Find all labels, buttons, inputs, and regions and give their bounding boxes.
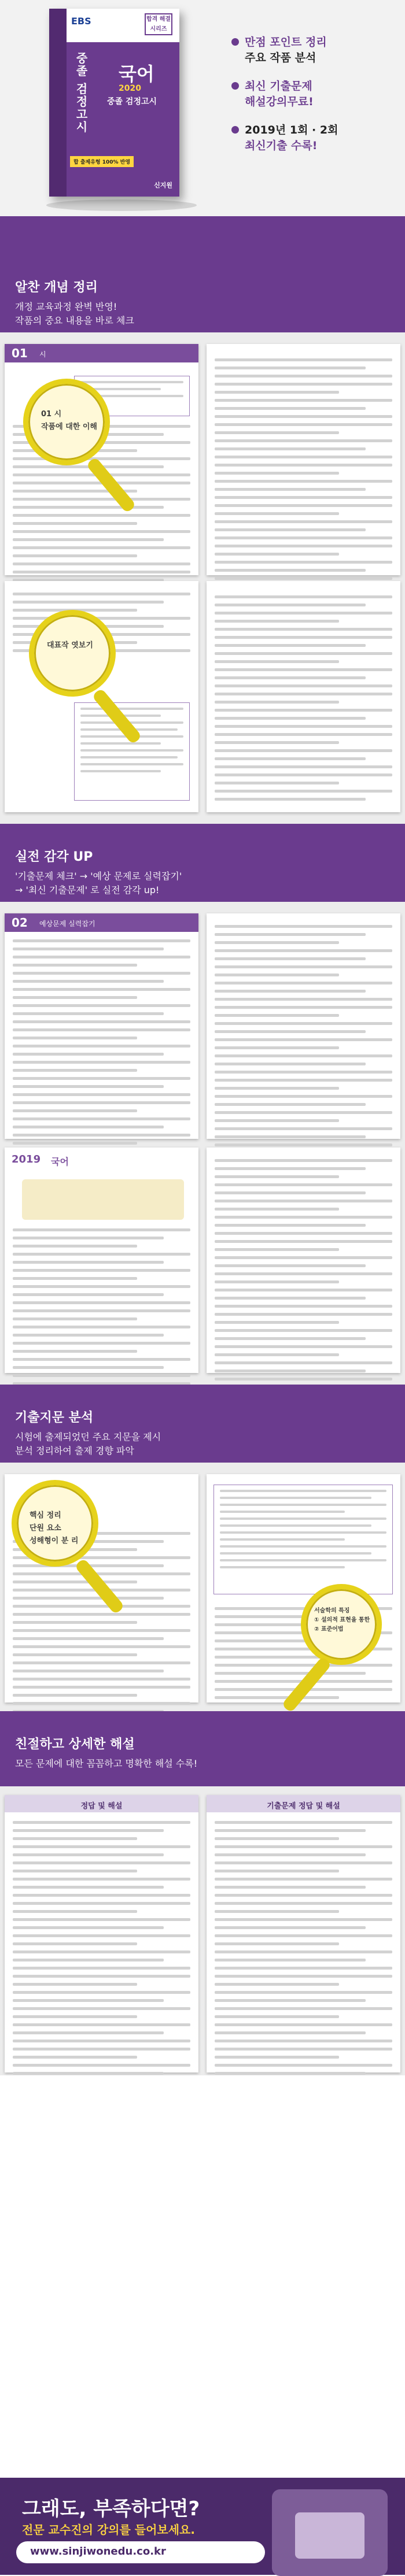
sample-page: 기출문제 정답 및 해설 — [207, 1795, 400, 2072]
feature-desc: 모든 문제에 대한 꼼꼼하고 명확한 해설 수록! — [15, 1758, 198, 1769]
laptop-icon — [272, 2489, 388, 2576]
book-subject: 국어 — [119, 63, 154, 85]
footer-tagline: 그래도, 부족하다면? — [22, 2497, 200, 2521]
sample-page — [207, 1148, 400, 1373]
book-badge: 합 출제유형 100% 반영 — [70, 156, 134, 167]
feature-title: 친절하고 상세한 해설 — [15, 1737, 135, 1752]
book-subtitle: 중졸 검정고시 — [107, 97, 157, 106]
feature-desc: 시험에 출제되었던 주요 지문을 제시 — [15, 1431, 161, 1442]
book-spine-title: 중졸 검정고시 — [74, 52, 88, 134]
magnifier-icon: 핵심 정리 단원 요소 성해형이 분 리 — [12, 1480, 98, 1567]
feature-desc: '기출문제 체크' → '예상 문제로 실력잡기' — [15, 871, 182, 882]
sample-pages-1 — [0, 332, 405, 824]
sample-page — [207, 581, 400, 812]
bullet-item: 만점 포인트 정리 주요 작품 분석 — [231, 35, 399, 66]
bullet-dot-icon — [231, 82, 239, 90]
feature-title: 알찬 개념 정리 — [15, 280, 98, 295]
footer-sub: 전문 교수진의 강의를 들어보세요. — [22, 2523, 195, 2537]
website-link[interactable]: www.sinjiwonedu.co.kr — [16, 2541, 265, 2563]
ebs-logo: EBS — [71, 16, 91, 27]
bullet-dot-icon — [231, 126, 239, 134]
series-badge: 합격 해결 시리즈 — [145, 13, 172, 35]
publisher-logo: 신지원 — [154, 182, 172, 189]
sample-page: 02 예상문제 실력잡기 — [5, 913, 198, 1139]
hero-section — [0, 0, 405, 254]
feature-title: 실전 감각 UP — [15, 850, 93, 864]
magnifier-icon: 대표작 엿보기 — [29, 610, 116, 697]
bullet-dot-icon — [231, 38, 239, 46]
feature-band-1 — [0, 254, 405, 332]
sample-page — [207, 913, 400, 1139]
feature-band-2 — [0, 824, 405, 902]
feature-band-4 — [0, 1711, 405, 1786]
feature-desc: → '최신 기출문제' 로 실전 감각 up! — [15, 884, 160, 895]
sample-page: 정답 및 해설 — [5, 1795, 198, 2072]
sample-page — [207, 1474, 400, 1702]
feature-bullets — [231, 35, 399, 166]
feature-desc: 작품의 중요 내용을 바로 체크 — [15, 315, 134, 326]
footer-banner — [0, 2478, 405, 2575]
feature-desc: 개정 교육과정 완벽 반영! — [15, 301, 117, 312]
sample-pages-2 — [0, 902, 405, 1385]
sample-pages-3 — [0, 1463, 405, 1711]
magnifier-icon: 01 시 작품에 대한 이해 — [23, 379, 110, 465]
book-year: 2020 — [119, 84, 141, 93]
sample-page — [207, 344, 400, 575]
sample-page: 2019 국어 — [5, 1148, 198, 1373]
feature-band-3 — [0, 1385, 405, 1463]
feature-desc: 분석 정리하여 출제 경향 파악 — [15, 1445, 134, 1456]
feature-title: 기출지문 분석 — [15, 1411, 94, 1425]
magnifier-icon: 서술학의 특징 ① 설의적 표현을 통한 ② 표준어법 — [301, 1584, 382, 1665]
book-cover — [49, 9, 179, 197]
bullet-item: 2019년 1회 · 2회 최신기출 수록! — [231, 123, 399, 154]
sample-pages-4 — [0, 1786, 405, 2075]
bullet-item: 최신 기출문제 해설강의무료! — [231, 79, 399, 110]
sample-page: 01 시 — [5, 344, 198, 575]
